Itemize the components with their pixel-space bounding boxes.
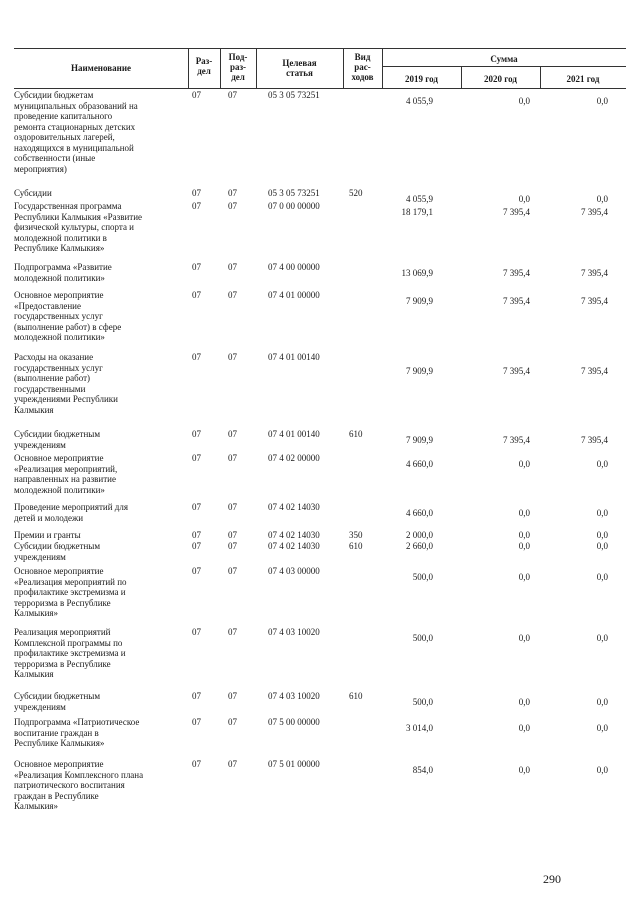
row-podrazdel: 07 [228,352,237,362]
row-name: Реализация мероприятий Комплексной программы по профилактике экстремизма и терроризма в Республике Калмыкия [14,627,126,679]
row-sum-2021: 0,0 [596,194,608,204]
row-celevaya-statya: 07 0 00 00000 [268,201,320,211]
row-podrazdel: 07 [228,290,237,300]
row-sum-2021: 7 395,4 [581,366,608,376]
row-podrazdel: 07 [228,90,237,100]
row-sum-2020: 0,0 [518,572,530,582]
row-celevaya-statya: 07 4 01 00000 [268,290,320,300]
row-razdel: 07 [192,717,201,727]
row-sum-2019: 4 660,0 [406,459,433,469]
row-celevaya-statya: 07 4 01 00140 [268,429,320,439]
row-razdel: 07 [192,566,201,576]
row-name: Основное мероприятие «Реализация мероприятий по профилактике экстремизма и терроризма в Республике Калмыкия» [14,566,127,618]
row-podrazdel: 07 [228,627,237,637]
row-celevaya-statya: 07 4 01 00140 [268,352,320,362]
row-razdel: 07 [192,188,201,198]
row-sum-2020: 0,0 [518,541,530,551]
row-razdel: 07 [192,90,201,100]
row-sum-2020: 0,0 [518,697,530,707]
header-2019: 2019 год [405,74,438,84]
row-celevaya-statya: 07 4 03 00000 [268,566,320,576]
row-podrazdel: 07 [228,530,237,540]
row-name: Государственная программа Республики Калмыкия «Развитие физической культуры, спорта и молодежной политики в Республике Калмыкия» [14,201,143,253]
row-podrazdel: 07 [228,453,237,463]
row-razdel: 07 [192,290,201,300]
row-vid-rashodov: 610 [349,429,363,439]
row-razdel: 07 [192,352,201,362]
header-2021: 2021 год [566,74,600,84]
row-celevaya-statya: 07 5 01 00000 [268,759,320,769]
row-razdel: 07 [192,453,201,463]
row-sum-2020: 0,0 [518,530,530,540]
row-podrazdel: 07 [228,759,237,769]
row-celevaya-statya: 07 4 02 14030 [268,541,320,551]
row-name: Субсидии бюджетам муниципальных образований на проведение капитального ремонта стационарных детских оздоровительных лагерей, находящихся в муниципальной собственности (иные мероприятия) [14,90,138,174]
row-sum-2021: 7 395,4 [581,435,608,445]
row-razdel: 07 [192,627,201,637]
row-celevaya-statya: 05 3 05 73251 [268,90,320,100]
row-sum-2021: 7 395,4 [581,296,608,306]
row-celevaya-statya: 07 4 03 10020 [268,691,320,701]
row-celevaya-statya: 07 5 00 00000 [268,717,320,727]
row-sum-2019: 3 014,0 [406,723,433,733]
row-podrazdel: 07 [228,717,237,727]
row-name: Основное мероприятие «Реализация мероприятий, направленных на развитие молодежной политики» [14,453,118,495]
row-sum-2020: 0,0 [518,723,530,733]
row-sum-2019: 2 660,0 [406,541,433,551]
row-sum-2021: 0,0 [596,96,608,106]
header-summa-rule [382,66,626,67]
row-sum-2019: 13 069,9 [401,268,433,278]
row-sum-2020: 0,0 [518,96,530,106]
row-sum-2020: 7 395,4 [503,207,530,217]
row-name: Расходы на оказание государственных услуг (выполнение работ) государственными учреждениями Республики Калмыкия [14,352,118,415]
row-sum-2019: 7 909,9 [406,435,433,445]
row-sum-2019: 500,0 [412,697,433,707]
header-top-rule [14,48,626,49]
row-vid-rashodov: 520 [349,188,363,198]
row-celevaya-statya: 07 4 02 00000 [268,453,320,463]
row-name: Субсидии [14,188,52,198]
row-razdel: 07 [192,429,201,439]
row-name: Основное мероприятие «Реализация Комплексного плана патриотического воспитания граждан в Республике Калмыкия» [14,759,144,811]
row-sum-2021: 0,0 [596,723,608,733]
row-razdel: 07 [192,201,201,211]
row-name: Проведение мероприятий для детей и молодежи [14,502,129,523]
row-sum-2020: 0,0 [518,194,530,204]
row-celevaya-statya: 07 4 00 00000 [268,262,320,272]
row-sum-2021: 0,0 [596,459,608,469]
row-podrazdel: 07 [228,541,237,551]
row-razdel: 07 [192,502,201,512]
row-sum-2020: 0,0 [518,508,530,518]
row-podrazdel: 07 [228,502,237,512]
row-sum-2021: 0,0 [596,572,608,582]
row-sum-2019: 18 179,1 [401,207,433,217]
row-podrazdel: 07 [228,429,237,439]
row-vid-rashodov: 610 [349,541,363,551]
row-podrazdel: 07 [228,201,237,211]
row-sum-2019: 7 909,9 [406,366,433,376]
row-sum-2020: 0,0 [518,765,530,775]
row-name: Субсидии бюджетным учреждениям [14,541,101,562]
row-name: Премии и гранты [14,530,81,540]
row-celevaya-statya: 05 3 05 73251 [268,188,320,198]
row-celevaya-statya: 07 4 03 10020 [268,627,320,637]
row-sum-2019: 2 000,0 [406,530,433,540]
row-razdel: 07 [192,530,201,540]
row-vid-rashodov: 610 [349,691,363,701]
header-summa: Сумма [490,54,518,64]
row-razdel: 07 [192,262,201,272]
row-sum-2020: 0,0 [518,633,530,643]
row-celevaya-statya: 07 4 02 14030 [268,530,320,540]
row-podrazdel: 07 [228,691,237,701]
row-sum-2019: 854,0 [412,765,433,775]
row-razdel: 07 [192,691,201,701]
row-vid-rashodov: 350 [349,530,363,540]
row-podrazdel: 07 [228,262,237,272]
header-celevaya: Целевая статья [282,58,317,78]
page-number: 290 [543,872,561,886]
row-razdel: 07 [192,759,201,769]
row-sum-2019: 500,0 [412,572,433,582]
row-sum-2020: 7 395,4 [503,435,530,445]
row-sum-2019: 500,0 [412,633,433,643]
row-sum-2021: 0,0 [596,697,608,707]
row-razdel: 07 [192,541,201,551]
row-sum-2019: 4 055,9 [406,96,433,106]
header-2020: 2020 год [484,74,517,84]
row-podrazdel: 07 [228,188,237,198]
row-sum-2019: 4 660,0 [406,508,433,518]
row-sum-2021: 7 395,4 [581,268,608,278]
row-name: Основное мероприятие «Предоставление государственных услуг (выполнение работ) в сфере молодежной политики» [14,290,122,342]
row-sum-2021: 7 395,4 [581,207,608,217]
row-name: Субсидии бюджетным учреждениям [14,429,101,450]
header-razdel: Раз- дел [195,56,213,76]
header-name: Наименование [71,63,131,73]
row-name: Подпрограмма «Патриотическое воспитание граждан в Республике Калмыкия» [14,717,140,748]
row-name: Субсидии бюджетным учреждениям [14,691,101,712]
row-sum-2019: 4 055,9 [406,194,433,204]
row-sum-2020: 0,0 [518,459,530,469]
row-sum-2021: 0,0 [596,530,608,540]
row-sum-2020: 7 395,4 [503,268,530,278]
row-sum-2021: 0,0 [596,633,608,643]
row-sum-2021: 0,0 [596,541,608,551]
row-celevaya-statya: 07 4 02 14030 [268,502,320,512]
row-sum-2019: 7 909,9 [406,296,433,306]
row-sum-2021: 0,0 [596,765,608,775]
row-sum-2021: 0,0 [596,508,608,518]
row-sum-2020: 7 395,4 [503,296,530,306]
header-vid: Вид рас- ходов [351,52,374,82]
row-name: Подпрограмма «Развитие молодежной политики» [14,262,112,283]
row-podrazdel: 07 [228,566,237,576]
header-podrazdel: Под- раз- дел [228,52,248,82]
row-sum-2020: 7 395,4 [503,366,530,376]
header-bottom-rule [14,88,626,89]
